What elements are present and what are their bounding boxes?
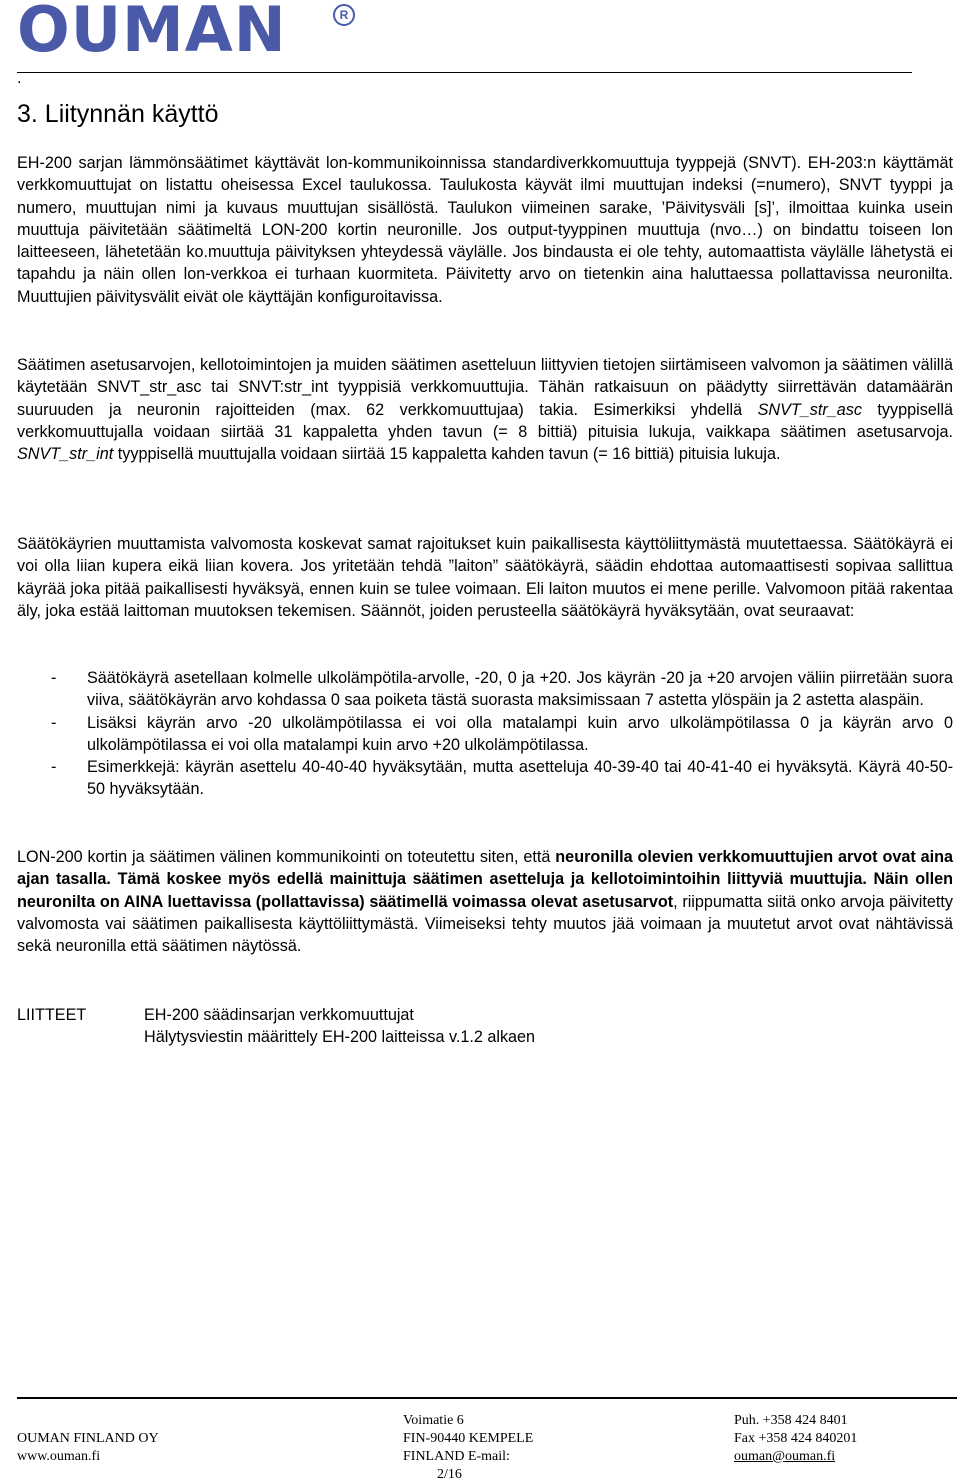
footer-contact-block — [734, 1412, 857, 1466]
p2-text-c: tyyppisellä muuttujalla voidaan siirtää 15 kappaletta kahden tavun (= 16 bittiä) pituisia lukuja. — [113, 445, 781, 464]
section-heading: 3. Liitynnän käyttö — [17, 100, 219, 128]
attachment-item: Hälytysviestin määrittely EH-200 laitteissa v.1.2 alkaen — [144, 1028, 536, 1047]
footer-company-block — [17, 1430, 159, 1466]
footer-phone: Puh. +358 424 8401 — [734, 1413, 848, 1428]
footer-email-link[interactable]: ouman@ouman.fi — [734, 1449, 836, 1464]
p4-text-a: LON-200 kortin ja säätimen välinen kommunikointi on toteutettu siten, että — [17, 848, 556, 866]
footer-address3: FINLAND E-mail: — [403, 1449, 510, 1464]
list-dash: - — [51, 713, 57, 732]
list-item — [17, 756, 953, 801]
p2-text-a: Säätimen asetusarvojen, kellotoimintojen ja muiden säätimen asetteluun liittyvien tietojen siirtämiseen valvomon ja säätimen välillä käytetään SNVT_str_asc tai SNVT:str_int tyyppisiä verkkomuuttujia. Tähän ratkaisuun on päädytty siirrettävän datamäärän suuruuden ja neuronin rajoitteiden (max. 62 verkkomuuttujaa) takia. Esimerkiksi yhdellä — [17, 356, 953, 419]
header-rule — [17, 72, 912, 73]
ouman-logo — [17, 0, 349, 66]
list-item — [17, 667, 953, 712]
list-dash: - — [51, 669, 57, 687]
footer-page-number: 2/16 — [437, 1467, 462, 1482]
paragraph-settings-transfer — [17, 354, 953, 465]
registered-mark-icon: R — [333, 4, 355, 26]
footer-address2: FIN-90440 KEMPELE — [403, 1431, 534, 1446]
footer-rule — [17, 1397, 957, 1399]
list-item — [17, 712, 953, 757]
header-dot: . — [17, 70, 22, 87]
footer-fax: Fax +358 424 840201 — [734, 1431, 858, 1446]
footer-address1: Voimatie 6 — [403, 1413, 464, 1428]
footer-web: www.ouman.fi — [17, 1449, 101, 1464]
p2-text-b: tyyppisellä verkkomuuttujalla voidaan siirtää 31 kappaletta yhden tavun (= 8 bittiä) pituisia lukuja, vaikkapa säätimen asetusarvoja. — [17, 400, 953, 441]
paragraph-snvt-intro: EH-200 sarjan lämmönsäätimet käyttävät lon-kommunikoinnissa standardiverkkomuuttuja tyyppejä (SNVT). EH-203:n käyttämät verkkomuuttujat on listattu oheisessa Excel taulukossa. Taulukosta käyvät ilmi muuttujan indeksi (=numero), SNVT tyyppi ja numero, muuttujan nimi ja kuvaus muuttujan sisällöstä. Taulukon viimeinen sarake, ’Päivitysväli [s]’, ilmoittaa kuinka usein muuttuja päivitetään säätimeltä LON-200 kortin neuronille. Jos output-tyyppinen muuttuja (nvo…) on bindattu toiseen lon laitteeseen, lähetetään ko.muuttuja päivityksen yhteydessä väylälle. Jos bindausta ei ole tehty, automaattista väylälle lähetystä ei tapahdu ja näin ollen lon-verkkoa ei turhaan kuormiteta. Päivitetty arvo on tietenkin aina haluttaessa pollattavissa neuronilta. Muuttujien päivitysvälit eivät ole käyttäjän konfiguroitavissa. — [17, 154, 953, 306]
p2-italic-asc: SNVT_str_asc — [757, 400, 862, 419]
list-dash: - — [51, 758, 57, 777]
footer-company: OUMAN FINLAND OY — [17, 1431, 159, 1446]
logo-text: OUMAN — [17, 0, 287, 66]
paragraph-curve-rules-intro: Säätökäyrien muuttamista valvomosta koskevat samat rajoitukset kuin paikallisesta käyttöliittymästä muutettaessa. Säätökäyrä ei voi olla liian kupera eikä liian kovera. Jos yritetään tehdä ”laiton” säätökäyrä, säädin ehdottaa automaattisesti sopivaa sallittua käyrää joka pitää paikallisesti hyväksyä, ennen kuin se tulee voimaan. Eli laiton muutos ei mene perille. Valvomoon pitää rakentaa äly, joka estää laittoman muutoksen tekemisen. Säännöt, joiden perusteella säätökäyrä hyväksytään, ovat seuraavat: — [17, 535, 953, 620]
footer-address-block — [403, 1412, 533, 1484]
rule-text: Säätökäyrä asetellaan kolmelle ulkolämpötila-arvolle, -20, 0 ja +20. Jos käyrän -20 ja +20 arvojen väliin piirretään suora viiva, säätökäyrän arvo kohdassa 0 saa poiketa tästä suorasta maksimissaan 7 astetta ylöspäin ja 2 astetta alaspäin. — [87, 669, 953, 710]
curve-rules-list — [17, 667, 953, 801]
p2-italic-int: SNVT_str_int — [17, 445, 114, 464]
p4-bold-text: neuronilla olevien verkkomuuttujien arvot ovat aina ajan tasalla. Tämä koskee myös edellä mainittuja säätimen asetteluja ja kellotoimintoihin liittyviä muuttujia. Näin ollen neuronilta on AINA luettavissa (pollattavissa) säätimellä voimassa olevat asetusarvot — [17, 848, 953, 911]
attachments-list — [144, 1004, 535, 1049]
attachments-label: LIITTEET — [17, 1006, 87, 1024]
p4-text-b: , riippumatta siitä onko arvoja päivitetty valvomosta vai säätimen paikallisesta käyttöliittymästä. Viimeiseksi tehty muutos jää voimaan ja muutetut arvot ovat nähtävissä sekä neuronilla että säätimen näytössä. — [17, 892, 953, 956]
rule-text: Lisäksi käyrän arvo -20 ulkolämpötilassa ei voi olla matalampi kuin arvo ulkolämpötilassa 0 ja käyrän arvo 0 ulkolämpötilassa ei voi olla matalampi kuin arvo +20 ulkolämpötilassa. — [87, 713, 953, 754]
rule-text: Esimerkkejä: käyrän asettelu 40-40-40 hyväksytään, mutta asetteluja 40-39-40 tai 40-41-40 ei hyväksytä. Käyrä 40-50-50 hyväksytään. — [87, 758, 953, 799]
attachment-item: EH-200 säädinsarjan verkkomuuttujat — [144, 1006, 414, 1024]
paragraph-lon-communication — [17, 846, 953, 957]
